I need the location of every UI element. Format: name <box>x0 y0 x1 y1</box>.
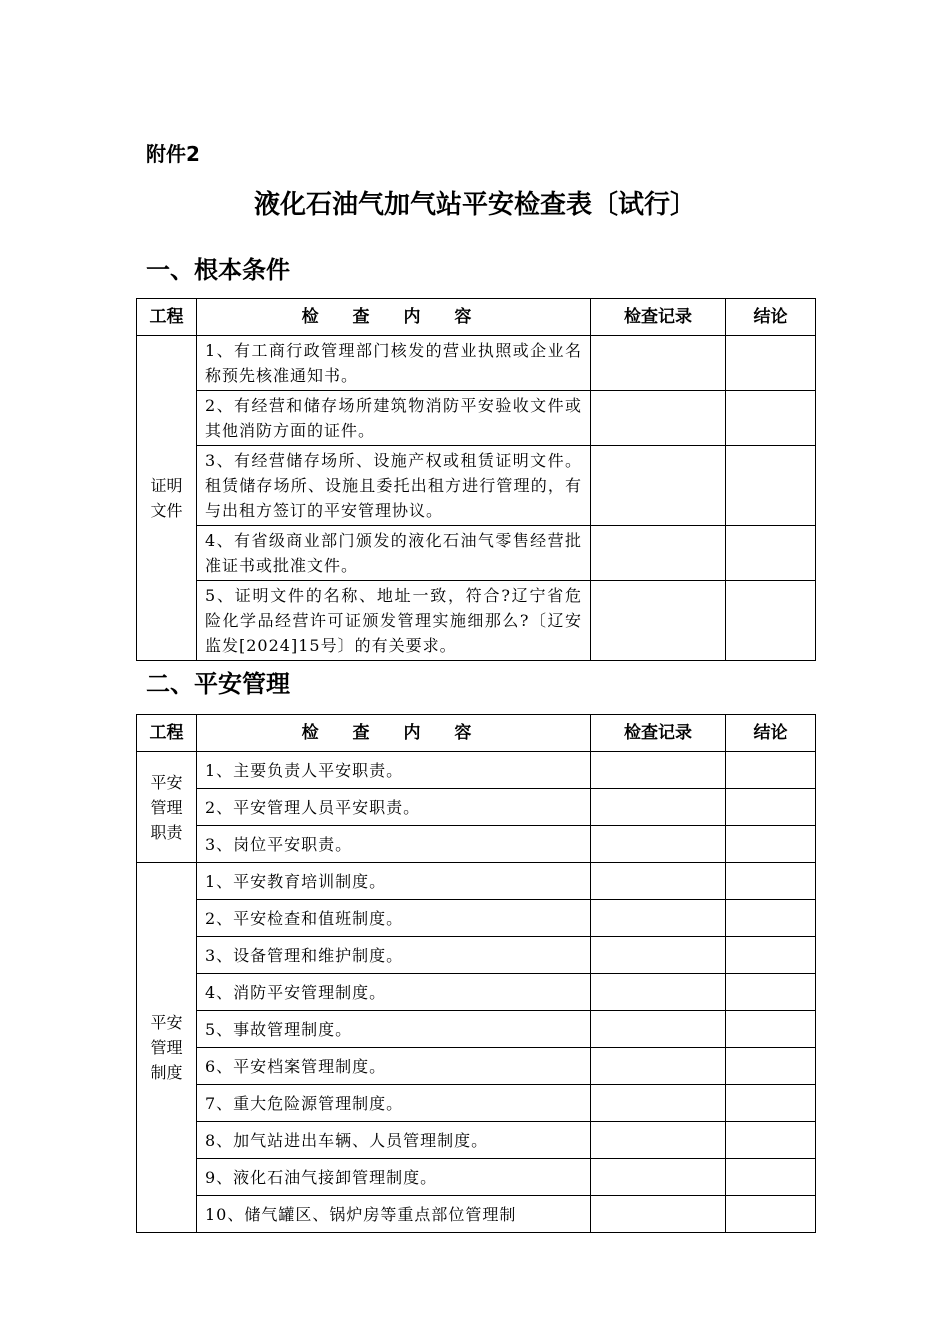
table-row <box>137 1122 816 1159</box>
conclusion-cell[interactable] <box>726 752 816 789</box>
record-cell[interactable] <box>591 826 726 863</box>
header-item: 工程 <box>137 715 197 752</box>
category-line: 证明 <box>150 476 183 495</box>
category-line: 职责 <box>150 822 183 842</box>
category-cell <box>137 863 197 1233</box>
check-item: 3、岗位平安职责。 <box>197 826 591 863</box>
check-item: 2、有经营和储存场所建筑物消防平安验收文件或其他消防方面的证件。 <box>197 391 591 446</box>
category-line: 文件 <box>150 501 183 520</box>
conclusion-cell[interactable] <box>726 1048 816 1085</box>
record-cell[interactable] <box>591 1159 726 1196</box>
record-cell[interactable] <box>591 752 726 789</box>
attachment-label: 附件2 <box>146 142 200 166</box>
table-row <box>137 1011 816 1048</box>
table-row <box>137 1048 816 1085</box>
check-item: 5、证明文件的名称、地址一致，符合?辽宁省危险化学品经营许可证颁发管理实施细那么?〔辽安监发[2024]15号〕的有关要求。 <box>197 581 591 661</box>
table-row <box>137 826 816 863</box>
record-cell[interactable] <box>591 974 726 1011</box>
check-item: 4、有省级商业部门颁发的液化石油气零售经营批准证书或批准文件。 <box>197 526 591 581</box>
check-item: 7、重大危险源管理制度。 <box>197 1085 591 1122</box>
check-item: 5、事故管理制度。 <box>197 1011 591 1048</box>
check-item: 9、液化石油气接卸管理制度。 <box>197 1159 591 1196</box>
check-item: 6、平安档案管理制度。 <box>197 1048 591 1085</box>
table-row <box>137 391 816 446</box>
record-cell[interactable] <box>591 446 726 526</box>
conclusion-cell[interactable] <box>726 1196 816 1233</box>
table-row <box>137 863 816 900</box>
header-record: 检查记录 <box>591 299 726 336</box>
table-row <box>137 1196 816 1233</box>
check-item: 3、有经营储存场所、设施产权或租赁证明文件。租赁储存场所、设施且委托出租方进行管理的，有与出租方签订的平安管理协议。 <box>197 446 591 526</box>
category-line: 管理 <box>150 1038 183 1057</box>
conclusion-cell[interactable] <box>726 1159 816 1196</box>
record-cell[interactable] <box>591 937 726 974</box>
category-line: 平安 <box>150 1013 183 1032</box>
table-row <box>137 752 816 789</box>
check-item: 4、消防平安管理制度。 <box>197 974 591 1011</box>
category-cell <box>137 336 197 661</box>
table-header-row <box>137 715 816 752</box>
table-header-row <box>137 299 816 336</box>
check-item: 2、平安检查和值班制度。 <box>197 900 591 937</box>
table-row <box>137 900 816 937</box>
header-record: 检查记录 <box>591 715 726 752</box>
table-row <box>137 974 816 1011</box>
table-row <box>137 1159 816 1196</box>
section2-heading: 二、平安管理 <box>146 670 290 698</box>
conclusion-cell[interactable] <box>726 937 816 974</box>
conclusion-cell[interactable] <box>726 391 816 446</box>
conclusion-cell[interactable] <box>726 974 816 1011</box>
section1-heading: 一、根本条件 <box>146 256 290 284</box>
record-cell[interactable] <box>591 336 726 391</box>
table-row <box>137 446 816 526</box>
record-cell[interactable] <box>591 1196 726 1233</box>
check-item: 1、平安教育培训制度。 <box>197 863 591 900</box>
header-conclusion: 结论 <box>726 299 816 336</box>
conclusion-cell[interactable] <box>726 526 816 581</box>
record-cell[interactable] <box>591 1011 726 1048</box>
table-row <box>137 581 816 661</box>
table-row <box>137 789 816 826</box>
category-line: 管理 <box>150 797 183 817</box>
table-row <box>137 336 816 391</box>
table-row <box>137 526 816 581</box>
safety-management-table <box>136 714 816 1233</box>
conclusion-cell[interactable] <box>726 900 816 937</box>
conclusion-cell[interactable] <box>726 1122 816 1159</box>
record-cell[interactable] <box>591 1085 726 1122</box>
table-row <box>137 1085 816 1122</box>
table-row <box>137 937 816 974</box>
check-item: 8、加气站进出车辆、人员管理制度。 <box>197 1122 591 1159</box>
check-item: 1、有工商行政管理部门核发的营业执照或企业名称预先核准通知书。 <box>197 336 591 391</box>
header-item: 工程 <box>137 299 197 336</box>
conclusion-cell[interactable] <box>726 826 816 863</box>
record-cell[interactable] <box>591 863 726 900</box>
check-item: 10、储气罐区、锅炉房等重点部位管理制 <box>197 1196 591 1233</box>
record-cell[interactable] <box>591 789 726 826</box>
header-content: 检 查 内 容 <box>197 299 591 336</box>
conclusion-cell[interactable] <box>726 1085 816 1122</box>
record-cell[interactable] <box>591 526 726 581</box>
header-content: 检 查 内 容 <box>197 715 591 752</box>
check-item: 1、主要负责人平安职责。 <box>197 752 591 789</box>
category-line: 平安 <box>150 772 183 792</box>
check-item: 2、平安管理人员平安职责。 <box>197 789 591 826</box>
conclusion-cell[interactable] <box>726 581 816 661</box>
conclusion-cell[interactable] <box>726 446 816 526</box>
check-item: 3、设备管理和维护制度。 <box>197 937 591 974</box>
category-line: 制度 <box>150 1063 183 1082</box>
record-cell[interactable] <box>591 1048 726 1085</box>
conclusion-cell[interactable] <box>726 863 816 900</box>
record-cell[interactable] <box>591 391 726 446</box>
record-cell[interactable] <box>591 900 726 937</box>
conclusion-cell[interactable] <box>726 1011 816 1048</box>
document-title: 液化石油气加气站平安检查表〔试行〕 <box>253 190 696 220</box>
conclusion-cell[interactable] <box>726 789 816 826</box>
category-cell <box>137 752 197 863</box>
basic-conditions-table <box>136 298 816 661</box>
header-conclusion: 结论 <box>726 715 816 752</box>
conclusion-cell[interactable] <box>726 336 816 391</box>
record-cell[interactable] <box>591 581 726 661</box>
record-cell[interactable] <box>591 1122 726 1159</box>
